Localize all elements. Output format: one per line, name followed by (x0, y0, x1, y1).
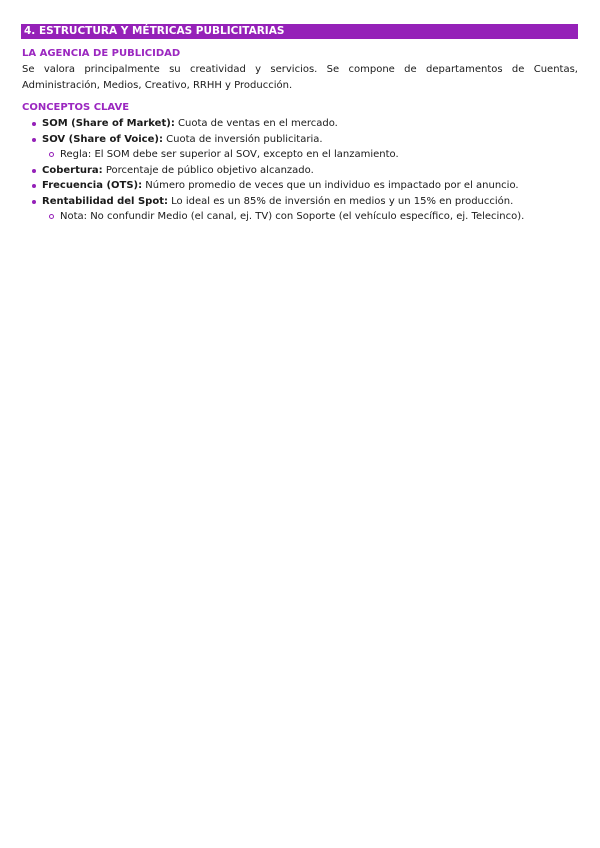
term-label: Cobertura: (42, 164, 103, 176)
term-description: Lo ideal es un 85% de inversión en medios y un 15% en producción. (167, 195, 514, 207)
agency-paragraph: Se valora principalmente su creatividad y servicios. Se compone de departamentos de Cuentas, Administración, Medios, Creativo, RRHH y Producción. (22, 64, 578, 91)
term-label: SOM (Share of Market): (42, 118, 175, 129)
term-description: Número promedio de veces que un individuo es impactado por el anuncio. (142, 180, 519, 191)
list-item-coverage (22, 163, 578, 179)
agency-heading: LA AGENCIA DE PUBLICIDAD (22, 48, 181, 59)
list-item-som (22, 116, 578, 132)
concepts-list (22, 116, 578, 225)
term-description: Porcentaje de público objetivo alcanzado. (102, 164, 314, 176)
sub-item-text: Regla: El SOM debe ser superior al SOV, excepto en el lanzamiento. (60, 149, 399, 160)
list-item-spot-profitability (22, 194, 578, 210)
sub-item-text: Nota: No confundir Medio (el canal, ej. TV) con Soporte (el vehículo específico, ej. Telecinco). (60, 211, 525, 222)
list-item-frequency (22, 178, 578, 194)
term-description: Cuota de inversión publicitaria. (162, 133, 323, 145)
term-label: Frecuencia (OTS): (42, 180, 143, 191)
term-label: SOV (Share of Voice): (42, 133, 163, 145)
concepts-heading: CONCEPTOS CLAVE (22, 102, 130, 113)
list-item-sov (22, 132, 578, 148)
sub-item-rule (22, 147, 578, 163)
term-description: Cuota de ventas en el mercado. (174, 118, 338, 129)
term-label: Rentabilidad del Spot: (42, 195, 168, 207)
sub-item-note (22, 209, 578, 225)
section-title-bar: 4. ESTRUCTURA Y MÉTRICAS PUBLICITARIAS (21, 24, 578, 39)
